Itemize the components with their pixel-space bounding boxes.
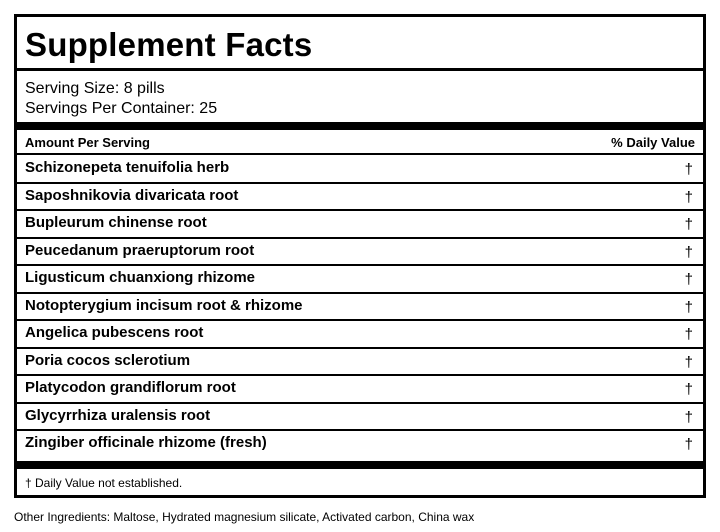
ingredient-daily-value: † (684, 436, 693, 453)
ingredient-daily-value: † (684, 216, 693, 233)
ingredient-name: Platycodon grandiflorum root (25, 379, 236, 396)
ingredient-row (17, 375, 703, 401)
ingredient-name: Bupleurum chinense root (25, 214, 207, 231)
other-ingredients: Other Ingredients: Maltose, Hydrated magnesium silicate, Activated carbon, China wax (14, 510, 475, 524)
ingredient-row (17, 155, 703, 181)
supplement-facts-panel (14, 14, 706, 498)
title-divider (17, 68, 703, 71)
serving-size: Serving Size: 8 pills (25, 80, 165, 97)
ingredient-row (17, 430, 703, 456)
ingredient-name: Glycyrrhiza uralensis root (25, 406, 211, 424)
ingredient-daily-value: † (684, 188, 693, 206)
ingredient-row (17, 265, 703, 291)
ingredient-row (17, 293, 703, 319)
servings-per-container: Servings Per Container: 25 (25, 100, 218, 117)
ingredient-daily-value: † (684, 243, 693, 261)
thick-divider-top (17, 122, 703, 130)
ingredient-daily-value: † (684, 298, 693, 316)
ingredient-name: Ligusticum chuanxiong rhizome (25, 269, 256, 286)
amount-per-serving-header: Amount Per Serving (25, 135, 150, 150)
ingredient-row (17, 403, 703, 429)
ingredient-daily-value: † (684, 161, 693, 178)
ingredient-name: Notopterygium incisum root & rhizome (25, 296, 303, 314)
ingredient-row (17, 320, 703, 346)
ingredient-row (17, 238, 703, 264)
ingredient-name: Poria cocos sclerotium (25, 351, 191, 369)
panel-title: Supplement Facts (25, 26, 313, 63)
ingredient-name: Saposhnikovia divaricata root (25, 186, 239, 204)
ingredient-name: Peucedanum praeruptorum root (25, 241, 255, 259)
daily-value-header: % Daily Value (611, 135, 695, 150)
ingredient-daily-value: † (684, 353, 693, 371)
ingredient-daily-value: † (684, 381, 693, 398)
ingredient-daily-value: † (684, 408, 693, 426)
ingredient-name: Zingiber officinale rhizome (fresh) (25, 434, 267, 451)
ingredient-name: Angelica pubescens root (25, 324, 204, 341)
ingredient-daily-value: † (684, 326, 693, 343)
thick-divider-bottom (17, 461, 703, 469)
ingredient-row (17, 348, 703, 374)
ingredient-row (17, 210, 703, 236)
ingredient-row (17, 183, 703, 209)
ingredient-name: Schizonepeta tenuifolia herb (25, 159, 230, 176)
ingredient-daily-value: † (684, 271, 693, 288)
footnote: † Daily Value not established. (25, 476, 183, 490)
